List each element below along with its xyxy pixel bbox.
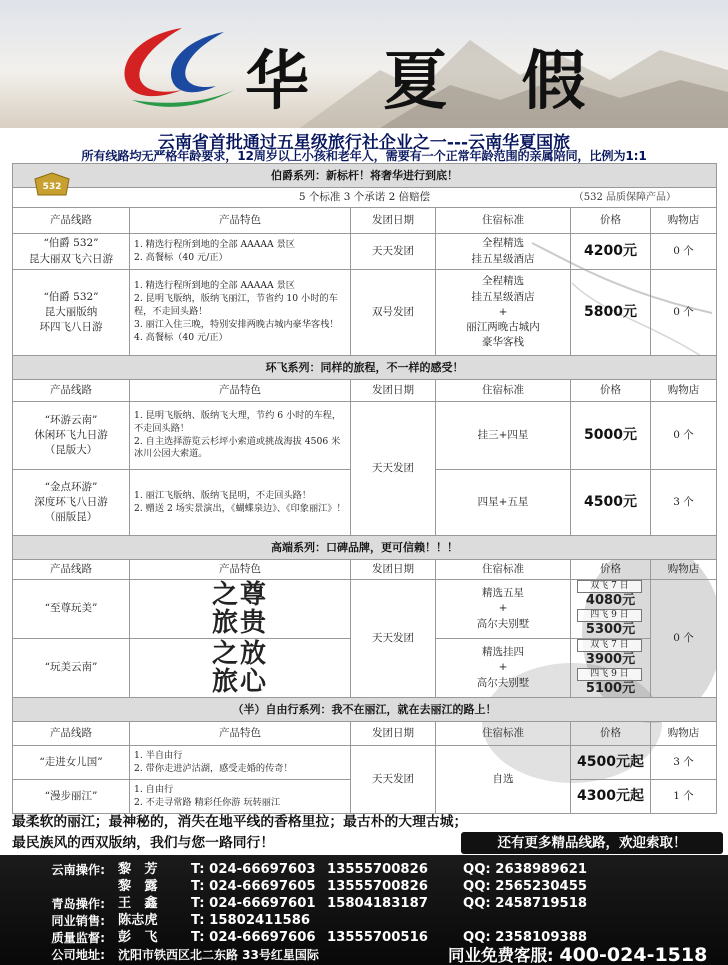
series-row-loop [13, 356, 717, 380]
hotel-line: + [498, 305, 508, 318]
shop-count: 3 个 [651, 746, 717, 780]
route-name: “漫步丽江” [13, 780, 130, 814]
table-row [13, 402, 717, 470]
col-date: 发团日期 [351, 380, 436, 402]
table-row [13, 270, 717, 356]
contact-tel[interactable]: T: 024-66697606 [191, 930, 316, 945]
seal-char: 贵 [240, 608, 269, 638]
hotel-line: 全程精选 [482, 275, 524, 288]
shop-count: 3 个 [651, 470, 717, 536]
col-shop: 购物店 [651, 560, 717, 580]
shop-count: 0 个 [651, 580, 717, 698]
route-name: “走进女儿国” [13, 746, 130, 780]
col-price: 价格 [571, 722, 651, 746]
table-header-row [13, 208, 717, 234]
route-name: “玩美云南” [13, 639, 130, 698]
price: 4500元 [571, 470, 651, 536]
feature-item: 4. 高餐标（40 元/正） [134, 331, 228, 343]
route-desc: （丽版昆） [44, 511, 98, 524]
route-name: “伯爵 532” [43, 290, 99, 303]
col-price: 价格 [571, 380, 651, 402]
table-header-row [13, 560, 717, 580]
contact-name: 彭 飞 [118, 930, 158, 945]
col-shop: 购物店 [651, 380, 717, 402]
col-hotel: 住宿标准 [436, 380, 571, 402]
contact-tel[interactable]: T: 024-66697605 [191, 879, 316, 894]
table-header-row [13, 380, 717, 402]
price: 4300元起 [571, 780, 651, 814]
contact-tel[interactable]: T: 024-66697601 [191, 896, 316, 911]
col-hotel: 住宿标准 [436, 722, 571, 746]
contact-tel[interactable]: T: 024-66697603 [191, 862, 316, 877]
more-routes-banner: 还有更多精品线路，欢迎索取！ [461, 832, 723, 854]
price: 5300元 [585, 622, 636, 637]
col-hotel: 住宿标准 [436, 208, 571, 234]
service-number[interactable]: 400-024-1518 [559, 944, 708, 965]
hotel-line: 精选挂四 [482, 646, 524, 659]
route-desc: 深度环飞八日游 [34, 495, 108, 508]
feature-item: 1. 精选行程所到地的全部 AAAAA 景区 [134, 238, 295, 250]
age-notice: 所有线路均无严格年龄要求，12周岁以上小孩和老年人，需要有一个正常年龄范围的亲属陪同，比例为1:1 [81, 149, 647, 163]
series-title: （半）自由行系列：我不在丽江，就在去丽江的路上！ [13, 698, 717, 722]
slogan-line-1: 最柔软的丽江；最神秘的，消失在地平线的香格里拉；最古朴的大理古城； [12, 814, 468, 830]
depart-date: 天天发团 [351, 402, 436, 536]
hotel-standard: 自选 [436, 746, 571, 814]
contact-mobile[interactable]: 15804183187 [327, 896, 428, 911]
series-row-premium [13, 536, 717, 560]
series-title [13, 164, 717, 192]
route-desc: 环四飞八日游 [39, 321, 103, 334]
seal-char: 旅 [211, 667, 240, 697]
price-label: 双飞 7 日 [577, 580, 642, 593]
seal-char: 尊 [240, 580, 269, 610]
feature-item: 1. 昆明飞版纳、版纳飞大理，节约 6 小时的车程，不走回头路！ [134, 409, 342, 434]
contact-label: 云南操作: [51, 863, 105, 877]
seal-char: 之 [211, 639, 240, 669]
table-row [13, 234, 717, 270]
series-row-baron [13, 164, 717, 188]
address-label: 公司地址: [51, 948, 105, 962]
price: 5000元 [571, 402, 651, 470]
contact-qq[interactable]: QQ: 2358109388 [463, 930, 588, 945]
route-desc: （昆版大） [44, 444, 98, 457]
shop-count: 0 个 [651, 234, 717, 270]
col-price: 价格 [571, 560, 651, 580]
series-row-free [13, 698, 717, 722]
svg-text:532: 532 [42, 182, 62, 192]
shop-count: 0 个 [651, 402, 717, 470]
series-title: 环飞系列：同样的旅程，不一样的感受！ [13, 356, 717, 380]
route-name: “至尊玩美” [13, 580, 130, 639]
series-title: 高端系列：口碑品牌，更可信赖！！！ [13, 536, 717, 560]
contact-label: 质量监督: [51, 931, 105, 945]
brand-title: 华 夏 假 [245, 44, 612, 119]
tagline: 云南省首批通过五星级旅行社企业之一---云南华夏国旅 [157, 133, 571, 153]
seal-char: 心 [240, 667, 269, 697]
feature-item: 2. 不走寻常路 精彩任你游 玩转丽江 [134, 796, 281, 808]
contact-mobile[interactable]: 13555700826 [327, 879, 428, 894]
shop-count: 1 个 [651, 780, 717, 814]
col-shop: 购物店 [651, 722, 717, 746]
contact-tel[interactable]: T: 15802411586 [191, 913, 311, 928]
contact-name: 黎 露 [118, 879, 158, 894]
col-route: 产品线路 [13, 380, 130, 402]
col-hotel: 住宿标准 [436, 560, 571, 580]
series-title-text: 伯爵系列：新标杆！将奢华进行到底！ [271, 168, 459, 182]
service-hotline [448, 942, 707, 965]
col-date: 发团日期 [351, 722, 436, 746]
col-feature: 产品特色 [130, 380, 351, 402]
contact-name: 陈志虎 [118, 913, 158, 928]
route-desc: 昆大丽版纳 [44, 305, 98, 318]
hotel-line: 丽江两晚古城内 [466, 321, 540, 334]
table-row [13, 746, 717, 780]
slogan-line-2: 最民族风的西双版纳，我们与您一路同行！ [12, 835, 275, 851]
price: 3900元 [585, 652, 636, 667]
feature-item: 2. 赠送 2 场实景演出，《蝴蝶泉边》、《印象丽江》！ [134, 502, 346, 514]
seal-char: 旅 [211, 608, 240, 638]
series-promise: 5 个标准 3 个承诺 2 倍赔偿 [298, 190, 431, 203]
contact-footer [0, 855, 728, 965]
seal-stamp [130, 580, 351, 639]
price: 5800元 [571, 270, 651, 356]
feature-item: 2. 高餐标（40 元/正） [134, 251, 228, 263]
contact-qq[interactable]: QQ: 2565230455 [463, 879, 588, 894]
col-shop: 购物店 [651, 208, 717, 234]
feature-item: 2. 昆明飞版纳，版纳飞丽江，节省约 10 小时的车程，不走回头路！ [134, 293, 338, 318]
header-banner [0, 0, 728, 128]
table-row [13, 580, 717, 639]
route-name: “伯爵 532” [43, 237, 99, 250]
col-price: 价格 [571, 208, 651, 234]
col-feature: 产品特色 [130, 722, 351, 746]
contact-mobile[interactable]: 13555700516 [327, 930, 428, 945]
route-desc: 昆大丽双飞六日游 [29, 252, 113, 265]
hotel-standard: 挂三+四星 [436, 402, 571, 470]
price: 4500元起 [571, 746, 651, 780]
route-desc: 休闲环飞九日游 [34, 428, 108, 441]
seal-stamp [130, 639, 351, 698]
service-label: 同业免费客服: [448, 946, 554, 965]
contact-qq[interactable]: QQ: 2458719518 [463, 896, 588, 911]
product-table-wrap [12, 163, 716, 808]
col-route: 产品线路 [13, 722, 130, 746]
col-date: 发团日期 [351, 208, 436, 234]
feature-item: 1. 半自由行 [134, 749, 183, 761]
feature-item: 2. 自主选择游览云杉坪小索道或挑战海拔 4506 米冰川公园大索道。 [134, 435, 341, 460]
hotel-line: + [498, 661, 508, 674]
price: 5100元 [585, 681, 636, 696]
address-row [0, 946, 440, 964]
hotel-line: + [498, 602, 508, 615]
hotel-line: 高尔夫别墅 [476, 617, 530, 630]
series-subtitle-row [13, 188, 717, 208]
hotel-line: 精选五星 [482, 587, 524, 600]
hotel-line: 挂五星级酒店 [471, 290, 535, 303]
contact-name: 王 鑫 [118, 896, 158, 911]
feature-item: 1. 自由行 [134, 783, 174, 795]
price-label: 四飞 9 日 [577, 609, 642, 622]
hotel-line: 全程精选 [482, 237, 524, 250]
hotel-line: 挂五星级酒店 [471, 252, 535, 265]
price: 4080元 [585, 593, 636, 608]
price-label: 双飞 7 日 [577, 639, 642, 652]
product-table [12, 163, 717, 814]
price-label: 四飞 9 日 [577, 668, 642, 681]
contact-qq[interactable]: QQ: 2638989621 [463, 862, 588, 877]
price: 4200元 [571, 234, 651, 270]
hotel-standard: 四星+五星 [436, 470, 571, 536]
feature-item: 1. 精选行程所到地的全部 AAAAA 景区 [134, 280, 295, 292]
depart-date: 天天发团 [351, 234, 436, 270]
shop-count: 0 个 [651, 270, 717, 356]
contact-label: 同业销售: [51, 914, 105, 928]
hotel-line: 豪华客栈 [482, 336, 524, 349]
contact-name: 黎 芳 [118, 862, 158, 877]
depart-date: 天天发团 [351, 580, 436, 698]
col-date: 发团日期 [351, 560, 436, 580]
table-header-row [13, 722, 717, 746]
contact-mobile[interactable]: 13555700826 [327, 862, 428, 877]
col-feature: 产品特色 [130, 560, 351, 580]
hotel-line: 高尔夫别墅 [476, 676, 530, 689]
col-route: 产品线路 [13, 208, 130, 234]
series-note: （532 品质保障产品） [573, 192, 677, 203]
feature-item: 2. 带你走进泸沽湖，感受走婚的传奇！ [134, 762, 293, 774]
company-logo [112, 20, 242, 110]
seal-char: 之 [211, 580, 240, 610]
seal-char: 放 [240, 639, 269, 669]
route-name: “环游云南” [44, 413, 98, 426]
contact-label: 青岛操作: [51, 897, 105, 911]
feature-item: 1. 丽江飞版纳、版纳飞昆明，不走回头路！ [134, 489, 312, 501]
feature-item: 3. 丽江入住三晚，特别安排两晚古城内豪华客栈！ [134, 318, 339, 330]
depart-date: 天天发团 [351, 746, 436, 814]
col-route: 产品线路 [13, 560, 130, 580]
col-feature: 产品特色 [130, 208, 351, 234]
depart-date: 双号发团 [351, 270, 436, 356]
address-text: 沈阳市铁西区北二东路 33号红星国际 [118, 948, 319, 962]
route-name: “金点环游” [44, 480, 98, 493]
